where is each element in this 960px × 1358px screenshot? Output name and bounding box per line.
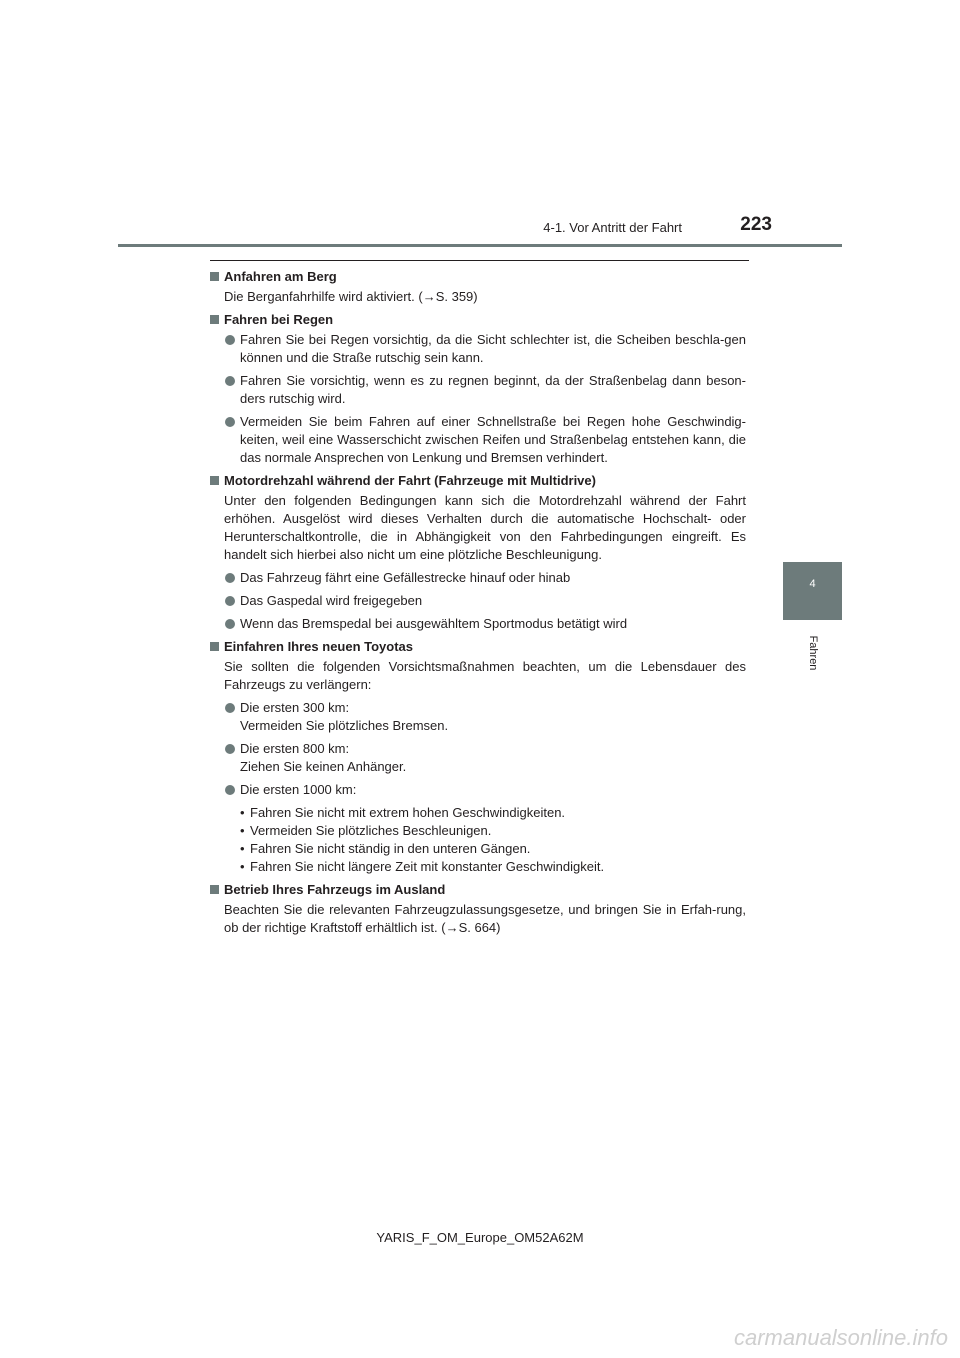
section-paragraph: Die Berganfahrhilfe wird aktiviert. (→S. 359) — [224, 289, 478, 304]
section-title — [210, 268, 746, 286]
square-bullet-icon — [210, 885, 219, 894]
content-divider — [210, 260, 749, 261]
section-title-text: Einfahren Ihres neuen Toyotas — [224, 639, 414, 654]
list-item-text: Vermeiden Sie beim Fahren auf einer Schnellstraße bei Regen hohe Geschwindig-keiten, weil eine Wasserschicht zwischen Reifen und Straßenbelag entstehen kann, die das normale Ansprechen von Lenkung und Bremsen verhindert. — [240, 414, 746, 465]
section-abroad — [210, 881, 746, 937]
square-bullet-icon — [210, 272, 219, 281]
page-number: 223 — [740, 214, 772, 235]
round-bullet-icon — [225, 573, 235, 583]
sub-bullet-marker: • — [240, 823, 245, 838]
round-bullet-icon — [225, 744, 235, 754]
round-bullet-icon — [225, 785, 235, 795]
list-item — [210, 413, 746, 467]
section-paragraph: Beachten Sie die relevanten Fahrzeugzulassungsgesetze, und bringen Sie in Erfah-rung, ob der richtige Kraftstoff erhältlich ist. (→S. 664) — [224, 902, 746, 935]
list-item — [210, 740, 746, 776]
square-bullet-icon — [210, 476, 219, 485]
footer-document-id: YARIS_F_OM_Europe_OM52A62M — [376, 1230, 584, 1245]
section-rain — [210, 311, 746, 467]
list-item — [210, 615, 746, 633]
round-bullet-icon — [225, 703, 235, 713]
list-item-heading: Die ersten 800 km: — [240, 741, 350, 756]
list-item-text: Das Gaspedal wird freigegeben — [240, 593, 423, 608]
list-item-heading: Die ersten 300 km: — [240, 700, 350, 715]
sub-list — [210, 804, 746, 876]
section-title-text: Betrieb Ihres Fahrzeugs im Ausland — [224, 882, 446, 897]
section-break-in — [210, 638, 746, 876]
sub-bullet-marker: • — [240, 859, 245, 874]
sub-list-item-text: Fahren Sie nicht mit extrem hohen Geschwindigkeiten. — [250, 805, 566, 820]
sub-list-item — [210, 804, 746, 822]
section-title — [210, 638, 746, 656]
section-title-text: Anfahren am Berg — [224, 269, 337, 284]
section-paragraph: Sie sollten die folgenden Vorsichtsmaßnahmen beachten, um die Lebensdauer des Fahrzeugs zu verlängern: — [224, 659, 746, 692]
sub-list-item — [210, 840, 746, 858]
sub-list-item — [210, 858, 746, 876]
round-bullet-icon — [225, 335, 235, 345]
list-item-text: Vermeiden Sie plötzliches Bremsen. — [240, 718, 449, 733]
list-item-text: Fahren Sie vorsichtig, wenn es zu regnen beginnt, da der Straßenbelag dann beson-ders rutschig wird. — [240, 373, 746, 406]
sub-bullet-marker: • — [240, 841, 245, 856]
list-item — [210, 592, 746, 610]
sub-list-item-text: Fahren Sie nicht ständig in den unteren Gängen. — [250, 841, 531, 856]
section-paragraph: Unter den folgenden Bedingungen kann sich die Motordrehzahl während der Fahrt erhöhen. Ausgelöst wird dieses Verhalten durch die automatische Hochschalt- oder Herunterschaltkontrolle, die in Abhängigkeit von den Fahrbedingungen eingreift. Es handelt sich hierbei also nicht um eine plötzliche Beschleunigung. — [224, 493, 746, 562]
section-title — [210, 311, 746, 329]
list-item — [210, 781, 746, 799]
sub-list-item-text: Vermeiden Sie plötzliches Beschleunigen. — [250, 823, 492, 838]
header-section-title: 4-1. Vor Antritt der Fahrt — [543, 220, 682, 235]
section-title-text: Motordrehzahl während der Fahrt (Fahrzeuge mit Multidrive) — [224, 473, 596, 488]
list-item — [210, 569, 746, 587]
square-bullet-icon — [210, 642, 219, 651]
list-item — [210, 699, 746, 735]
section-title-text: Fahren bei Regen — [224, 312, 334, 327]
section-engine-speed — [210, 472, 746, 633]
sub-list-item — [210, 822, 746, 840]
section-title — [210, 881, 746, 899]
list-item-text: Wenn das Bremspedal bei ausgewähltem Sportmodus betätigt wird — [240, 616, 628, 631]
section-title — [210, 472, 746, 490]
round-bullet-icon — [225, 376, 235, 386]
section-hill-start — [210, 268, 746, 306]
round-bullet-icon — [225, 596, 235, 606]
chapter-label-text: Fahren — [807, 635, 819, 671]
chapter-label — [803, 632, 823, 674]
list-item-text: Ziehen Sie keinen Anhänger. — [240, 759, 407, 774]
list-item-heading: Die ersten 1000 km: — [240, 782, 357, 797]
list-item — [210, 372, 746, 408]
round-bullet-icon — [225, 417, 235, 427]
sub-bullet-marker: • — [240, 805, 245, 820]
round-bullet-icon — [225, 619, 235, 629]
square-bullet-icon — [210, 315, 219, 324]
watermark: carmanualsonline.info — [733, 1325, 948, 1350]
chapter-number: 4 — [809, 578, 816, 590]
sub-list-item-text: Fahren Sie nicht längere Zeit mit konstanter Geschwindigkeit. — [250, 859, 605, 874]
header-divider — [118, 244, 842, 247]
list-item — [210, 331, 746, 367]
list-item-text: Fahren Sie bei Regen vorsichtig, da die Sicht schlechter ist, die Scheiben beschla-gen können und die Straße rutschig sein kann. — [240, 332, 746, 365]
chapter-tab[interactable] — [783, 562, 842, 620]
list-item-text: Das Fahrzeug fährt eine Gefällestrecke hinauf oder hinab — [240, 570, 571, 585]
page-content — [210, 268, 746, 942]
